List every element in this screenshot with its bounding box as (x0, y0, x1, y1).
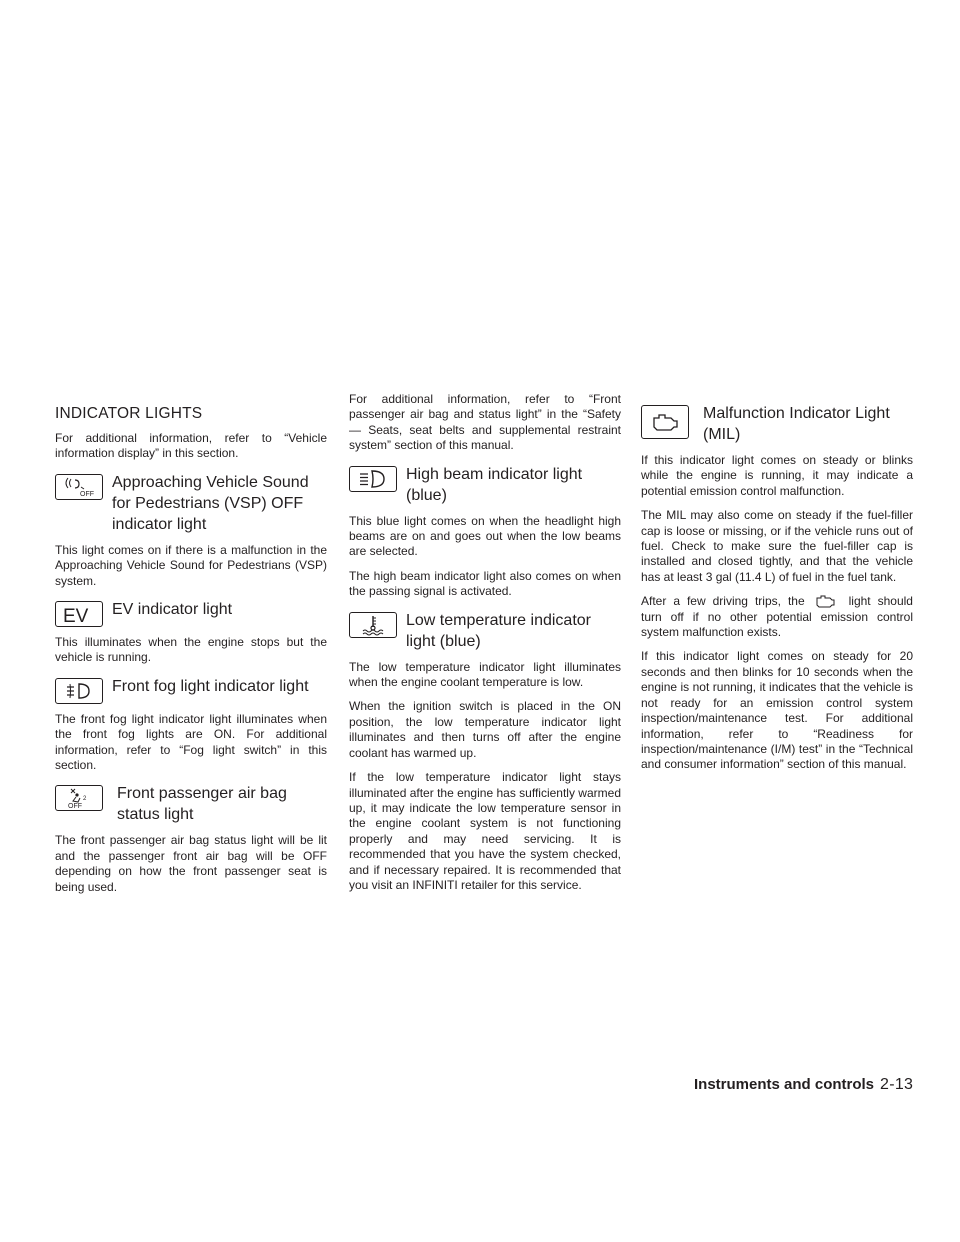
engine-check-inline-icon (811, 594, 843, 608)
column-left (55, 405, 327, 904)
column-middle (349, 392, 621, 902)
mil-body-4: If this indicator light comes on steady for 20 seconds and then blinks for 10 seconds when the engine is not running, it indicates that the vehicle is not ready for an emission control system inspection/maintenance test. For additional information, refer to “Readiness for inspection/maintenance (I/M) test” in the “Technical and consumer information” section of this manual. (641, 649, 913, 772)
vsp-off-icon (55, 474, 103, 500)
page-number: 2-13 (880, 1076, 914, 1093)
airbag-more-paragraph: For additional information, refer to “Front passenger air bag and status light” in the “Safety — Seats, seat belts and supplemental restraint system” section of this manual. (349, 392, 621, 453)
lowtemp-title: Low temperature indicator light (blue) (406, 611, 591, 650)
mil-indicator-block (641, 403, 913, 445)
airbag-title: Front passenger air bag status light (117, 785, 287, 824)
highbeam-body-1: This blue light comes on when the headlight high beams are on and goes out when the low beams are selected. (349, 513, 621, 559)
airbag-body: The front passenger air bag status light will be lit and the passenger front air bag will be OFF depending on how the front passenger seat is being used. (55, 833, 327, 894)
high-beam-icon (349, 466, 397, 492)
ev-title: EV indicator light (112, 601, 233, 619)
fog-light-icon (55, 678, 103, 704)
lowtemp-body-2: When the ignition switch is placed in the ON position, the low temperature indicator light illuminates and then turns off after the engine coolant has warmed up. (349, 699, 621, 760)
passenger-airbag-off-icon (55, 785, 103, 811)
fog-title: Front fog light indicator light (112, 677, 309, 695)
column-right (641, 403, 913, 782)
lowtemp-body-1: The low temperature indicator light illuminates when the engine coolant temperature is low. (349, 659, 621, 690)
ev-body: This illuminates when the engine stops but the vehicle is running. (55, 635, 327, 665)
ev-icon (55, 601, 103, 627)
lowtemp-body-3: If the low temperature indicator light stays illuminated after the engine has sufficiently warmed up, it may indicate the low temperature sensor in the engine coolant system is not functioning properly and may need servicing. It is recommended that you have the system checked, and if necessary repaired. It is recommended that you visit an INFINITI retailer for this service. (349, 770, 621, 892)
footer-section-title: Instruments and controls (694, 1076, 875, 1093)
svg-text:2: 2 (83, 796, 87, 803)
engine-check-icon (641, 405, 689, 439)
airbag-indicator-block (55, 783, 327, 825)
vsp-body: This light comes on if there is a malfunction in the Approaching Vehicle Sound for Pedestrians (VSP) system. (55, 542, 327, 588)
airbag-icon-text: OFF (68, 803, 82, 810)
highbeam-title: High beam indicator light (blue) (406, 465, 583, 504)
highbeam-indicator-block (349, 464, 621, 506)
vsp-icon-text: OFF (80, 490, 94, 498)
intro-paragraph: For additional information, refer to “Vehicle information display” in this section. (55, 431, 327, 461)
page-footer (694, 1076, 913, 1094)
mil-body-1: If this indicator light comes on steady or blinks while the engine is running, it may indicate a potential emission control malfunction. (641, 453, 913, 498)
mil-title: Malfunction Indicator Light (MIL) (703, 405, 890, 443)
vsp-indicator-block (55, 472, 327, 535)
low-temp-icon (349, 612, 397, 638)
mil-body-3-after: light should turn off if no other potential emission control system malfunction exists. (641, 594, 913, 640)
highbeam-body-2: The high beam indicator light also comes on when the passing signal is activated. (349, 568, 621, 599)
fog-body: The front fog light indicator light illuminates when the front fog lights are ON. For additional information, refer to “Fog light switch” in this section. (55, 711, 327, 773)
ev-icon-text: EV (63, 606, 89, 626)
vsp-title: Approaching Vehicle Sound for Pedestrians (VSP) OFF indicator light (112, 473, 309, 533)
ev-indicator-block (55, 599, 327, 627)
mil-body-3 (641, 594, 913, 640)
mil-body-3-before: After a few driving trips, the (641, 594, 805, 609)
section-heading: INDICATOR LIGHTS (55, 405, 203, 422)
lowtemp-indicator-block (349, 610, 621, 652)
mil-body-2: The MIL may also come on steady if the fuel-filler cap is loose or missing, or if the vehicle runs out of fuel. Check to make sure the fuel-filler cap is installed and closed tightly, and that the vehicle has at least 3 gal (11.4 L) of fuel in the fuel tank. (641, 508, 913, 584)
fog-indicator-block (55, 676, 327, 704)
